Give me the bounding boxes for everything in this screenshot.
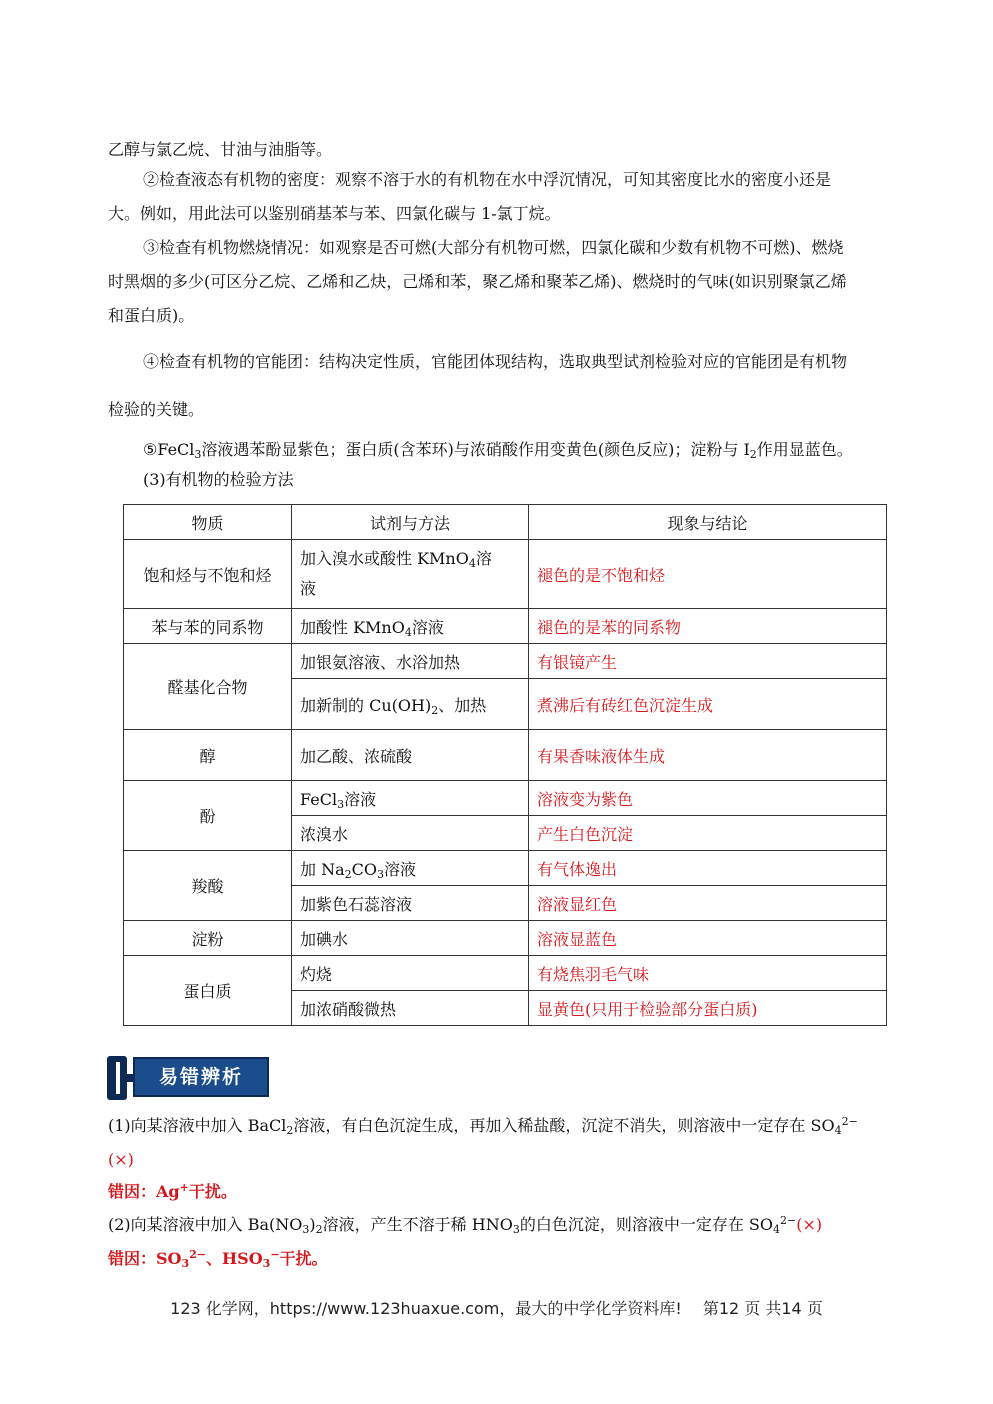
paragraph-combustion-end: 和蛋白质)。 bbox=[108, 306, 195, 325]
superscript: 2− bbox=[189, 1248, 207, 1261]
result-cell: 褪色的是不饱和烃 bbox=[529, 540, 887, 609]
superscript: − bbox=[270, 1248, 280, 1261]
subscript: 4 bbox=[773, 1223, 781, 1236]
substance-cell: 羧酸 bbox=[124, 851, 292, 921]
text-run: 溶 bbox=[475, 549, 492, 568]
error-mark-2: (×) bbox=[796, 1215, 823, 1234]
text-run: 溶液 bbox=[411, 617, 444, 637]
text-run: (1)向某溶液中加入 BaCl bbox=[108, 1116, 287, 1135]
method-cell: 浓溴水 bbox=[292, 816, 529, 851]
result-cell: 溶液显红色 bbox=[529, 886, 887, 921]
banner-title: 易错辨析 bbox=[133, 1057, 269, 1097]
table-header-row bbox=[124, 505, 887, 540]
text-run: 溶液，有白色沉淀生成，再加入稀盐酸，沉淀不消失，则溶液中一定存在 SO bbox=[293, 1116, 835, 1135]
method-cell: 加紫色石蕊溶液 bbox=[292, 886, 529, 921]
error-cause-1 bbox=[108, 1181, 908, 1203]
table-row bbox=[124, 956, 887, 991]
method-cell bbox=[292, 781, 529, 816]
table-row bbox=[124, 540, 887, 609]
subscript: 2 bbox=[749, 448, 757, 461]
substance-cell: 醇 bbox=[124, 730, 292, 781]
text-run: CO bbox=[351, 859, 377, 879]
table-row bbox=[124, 921, 887, 956]
text-run: 干扰。 bbox=[279, 1249, 328, 1268]
table-row bbox=[124, 730, 887, 781]
table-row bbox=[124, 644, 887, 679]
subscript: 3 bbox=[377, 867, 384, 881]
table-row bbox=[124, 781, 887, 816]
subscript: 2 bbox=[431, 703, 439, 717]
method-cell bbox=[292, 679, 529, 730]
text-run: 、加热 bbox=[438, 695, 487, 715]
superscript: 2− bbox=[841, 1115, 858, 1128]
paragraph-functional-group: ④检查有机物的官能团：结构决定性质，官能团体现结构，选取典型试剂检验对应的官能团是有机物 bbox=[143, 352, 848, 371]
result-cell: 溶液变为紫色 bbox=[529, 781, 887, 816]
text-run: 溶液，产生不溶于稀 HNO bbox=[322, 1215, 513, 1234]
paragraph-density: ②检查液态有机物的密度：观察不溶于水的有机物在水中浮沉情况，可知其密度比水的密度小还是 bbox=[143, 170, 832, 189]
text-run: 、HSO bbox=[206, 1249, 263, 1268]
error-cause-2 bbox=[108, 1248, 908, 1270]
table-row bbox=[124, 609, 887, 644]
text-run: 液 bbox=[300, 579, 317, 598]
result-cell: 褪色的是苯的同系物 bbox=[529, 609, 887, 644]
text-run: 的白色沉淀，则溶液中一定存在 SO bbox=[519, 1215, 774, 1234]
text-run: (2)向某溶液中加入 Ba(NO bbox=[108, 1215, 303, 1234]
subscript: 3 bbox=[194, 448, 202, 461]
text-run: 加 Na bbox=[300, 859, 345, 879]
page-footer: 123 化学网，https://www.123huaxue.com，最大的中学化学资料库! 第12 页 共14 页 bbox=[170, 1299, 823, 1318]
error-question-1 bbox=[108, 1115, 908, 1137]
error-mark-1: (×) bbox=[108, 1150, 134, 1169]
detection-methods-table bbox=[123, 504, 887, 1026]
subscript: 4 bbox=[468, 557, 476, 570]
paragraph-color-reactions bbox=[143, 439, 943, 461]
section-banner bbox=[107, 1056, 267, 1100]
error-question-2 bbox=[108, 1214, 908, 1236]
header-result: 现象与结论 bbox=[529, 505, 887, 540]
text-run: 加酸性 KMnO bbox=[300, 617, 405, 637]
result-cell: 煮沸后有砖红色沉淀生成 bbox=[529, 679, 887, 730]
result-cell: 有烧焦羽毛气味 bbox=[529, 956, 887, 991]
substance-cell: 苯与苯的同系物 bbox=[124, 609, 292, 644]
method-cell: 加银氨溶液、水浴加热 bbox=[292, 644, 529, 679]
paragraph-functional-group-cont: 检验的关键。 bbox=[108, 400, 205, 419]
text-run: ) bbox=[309, 1215, 316, 1234]
result-cell: 溶液显蓝色 bbox=[529, 921, 887, 956]
section-heading-methods: (3)有机物的检验方法 bbox=[143, 470, 294, 489]
header-substance: 物质 bbox=[124, 505, 292, 540]
subscript: 4 bbox=[404, 625, 412, 639]
substance-cell: 饱和烃与不饱和烃 bbox=[124, 540, 292, 609]
subscript: 2 bbox=[286, 1124, 294, 1137]
method-cell bbox=[292, 851, 529, 886]
text-run: 溶液 bbox=[344, 789, 377, 809]
method-cell bbox=[292, 540, 529, 609]
superscript: + bbox=[179, 1181, 189, 1194]
subscript: 2 bbox=[344, 867, 352, 881]
result-cell: 有银镜产生 bbox=[529, 644, 887, 679]
text-run: 溶液 bbox=[384, 859, 417, 879]
text-run: FeCl bbox=[300, 789, 338, 809]
method-cell: 灼烧 bbox=[292, 956, 529, 991]
text-run: 加新制的 Cu(OH) bbox=[300, 695, 432, 715]
text-run: 溶液遇苯酚显紫色；蛋白质(含苯环)与浓硝酸作用变黄色(颜色反应)；淀粉与 I bbox=[201, 440, 750, 459]
subscript: 3 bbox=[181, 1257, 190, 1270]
superscript: 2− bbox=[780, 1214, 797, 1227]
text-run: 错因：SO bbox=[108, 1249, 182, 1268]
result-cell: 有果香味液体生成 bbox=[529, 730, 887, 781]
table-row bbox=[124, 851, 887, 886]
method-cell bbox=[292, 609, 529, 644]
result-cell: 有气体逸出 bbox=[529, 851, 887, 886]
subscript: 3 bbox=[512, 1223, 520, 1236]
text-run: 干扰。 bbox=[188, 1182, 237, 1201]
substance-cell: 醛基化合物 bbox=[124, 644, 292, 730]
paragraph-density-cont: 大。例如，用此法可以鉴别硝基苯与苯、四氯化碳与 1-氯丁烷。 bbox=[108, 204, 561, 223]
method-cell: 加乙酸、浓硫酸 bbox=[292, 730, 529, 781]
subscript: 3 bbox=[262, 1257, 271, 1270]
result-cell: 产生白色沉淀 bbox=[529, 816, 887, 851]
method-cell: 加碘水 bbox=[292, 921, 529, 956]
paragraph-combustion: ③检查有机物燃烧情况：如观察是否可燃(大部分有机物可燃，四氯化碳和少数有机物不可燃)、燃烧 bbox=[143, 238, 844, 257]
subscript: 3 bbox=[337, 797, 345, 811]
paragraph-combustion-cont: 时黑烟的多少(可区分乙烷、乙烯和乙炔，己烯和苯，聚乙烯和聚苯乙烯)、燃烧时的气味(如识别聚氯乙烯 bbox=[108, 272, 847, 291]
text-run: 作用显蓝色。 bbox=[756, 440, 853, 459]
subscript: 2 bbox=[315, 1223, 323, 1236]
text-run: ⑤FeCl bbox=[143, 440, 195, 459]
substance-cell: 酚 bbox=[124, 781, 292, 851]
header-method: 试剂与方法 bbox=[292, 505, 529, 540]
text-run: 加入溴水或酸性 KMnO bbox=[300, 549, 469, 568]
subscript: 4 bbox=[834, 1124, 842, 1137]
text-run: 错因：Ag bbox=[108, 1182, 180, 1201]
paragraph-line: 乙醇与氯乙烷、甘油与油脂等。 bbox=[108, 140, 333, 159]
result-cell: 显黄色(只用于检验部分蛋白质) bbox=[529, 991, 887, 1026]
substance-cell: 蛋白质 bbox=[124, 956, 292, 1026]
subscript: 3 bbox=[302, 1223, 310, 1236]
substance-cell: 淀粉 bbox=[124, 921, 292, 956]
method-cell: 加浓硝酸微热 bbox=[292, 991, 529, 1026]
